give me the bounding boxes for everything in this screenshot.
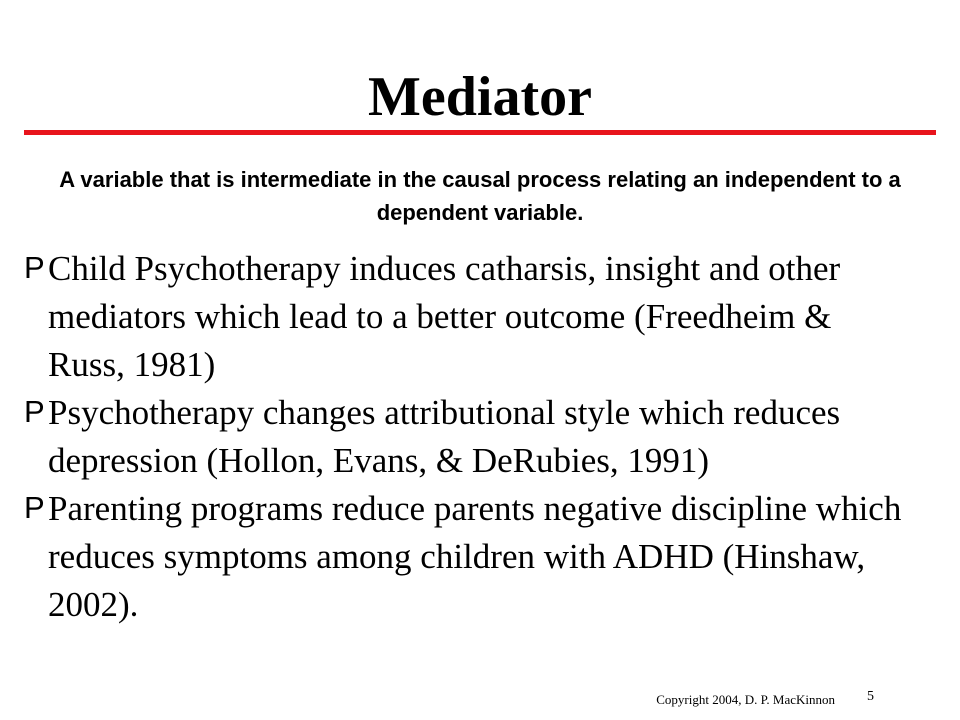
bullet-marker-icon: P — [24, 490, 45, 525]
slide-title: Mediator — [368, 66, 592, 128]
bullet-item — [24, 245, 904, 389]
bullet-marker-icon: P — [24, 394, 45, 429]
bullet-marker-icon: P — [24, 250, 45, 285]
title-underline-rule — [24, 130, 936, 135]
bullet-text: Psychotherapy changes attributional style which reduces depression (Hollon, Evans, & DeRubies, 1991) — [48, 393, 841, 480]
bullet-item — [24, 485, 904, 629]
definition-text: A variable that is intermediate in the causal process relating an independent to a dependent variable. — [59, 167, 901, 225]
bullet-text: Child Psychotherapy induces catharsis, insight and other mediators which lead to a better outcome (Freedheim & Russ, 1981) — [48, 249, 841, 384]
bullet-item — [24, 389, 904, 485]
copyright-footer: Copyright 2004, D. P. MacKinnon — [656, 692, 835, 707]
bullet-list — [24, 245, 904, 629]
bullet-text: Parenting programs reduce parents negative discipline which reduces symptoms among children with ADHD (Hinshaw, 2002). — [48, 489, 902, 624]
slide-number: 5 — [867, 689, 874, 704]
